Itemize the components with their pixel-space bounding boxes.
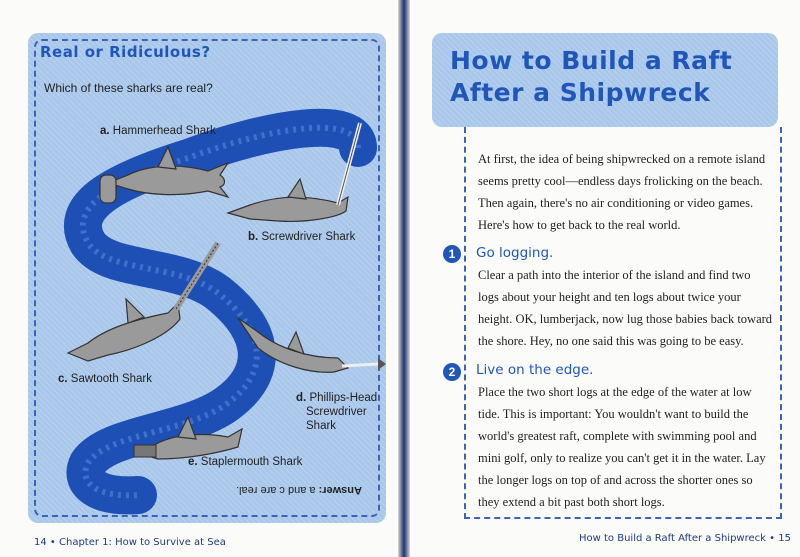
- option-b: b. Screwdriver Shark: [248, 231, 356, 243]
- left-page-number: 14: [34, 537, 47, 548]
- left-page: [0, 0, 398, 557]
- option-a: a. Hammerhead Shark: [100, 125, 216, 137]
- running-title: How to Build a Raft After a Shipwreck: [579, 533, 766, 544]
- right-page: [410, 0, 800, 557]
- page-title: How to Build a Raft After a Shipwreck: [450, 46, 733, 107]
- quiz-question: Which of these sharks are real?: [44, 81, 213, 95]
- right-page-number: 15: [778, 533, 791, 544]
- chapter-title: Chapter 1: How to Survive at Sea: [59, 537, 226, 548]
- step-2-number-badge: 2: [443, 363, 461, 381]
- intro-paragraph: At first, the idea of being shipwrecked on a remote island seems pretty cool—endless days frolicking on the beach. Then again, there's no air conditioning or video games. Here's how to get back to the real world.: [478, 152, 766, 232]
- option-e: e. Staplermouth Shark: [188, 456, 303, 468]
- shark-illustration: [28, 33, 386, 523]
- step-1-number-badge: 1: [443, 245, 461, 263]
- step-2-title: Live on the edge.: [476, 362, 594, 378]
- step-2-paragraph: Place the two short logs at the edge of the water at low tide. This is important: You wouldn't want to build the world's greatest raft, complete with swimming pool and mini golf, only to realize you can't get it in the water. Lay the longer logs on top of and across the shorter ones so they extend a bit past both short logs.: [478, 385, 766, 509]
- left-footer: 14 • Chapter 1: How to Survive at Sea: [34, 537, 226, 548]
- quiz-panel: [28, 33, 386, 523]
- step-1-paragraph: Clear a path into the interior of the island and find two logs about your height and ten logs about twice your height. OK, lumberjack, now lug those babies back toward the shore. Hey, no one said this was going to be easy.: [478, 268, 773, 348]
- right-footer: How to Build a Raft After a Shipwreck • 15: [579, 533, 791, 544]
- upside-down-answer: Answer: a and c are real.: [236, 484, 362, 496]
- option-d: d. Phillips-Head Screwdriver Shark: [296, 392, 378, 432]
- book-gutter: [398, 0, 410, 557]
- option-c: c. Sawtooth Shark: [58, 373, 152, 385]
- quiz-title: Real or Ridiculous?: [40, 43, 211, 61]
- step-1-title: Go logging.: [476, 245, 554, 261]
